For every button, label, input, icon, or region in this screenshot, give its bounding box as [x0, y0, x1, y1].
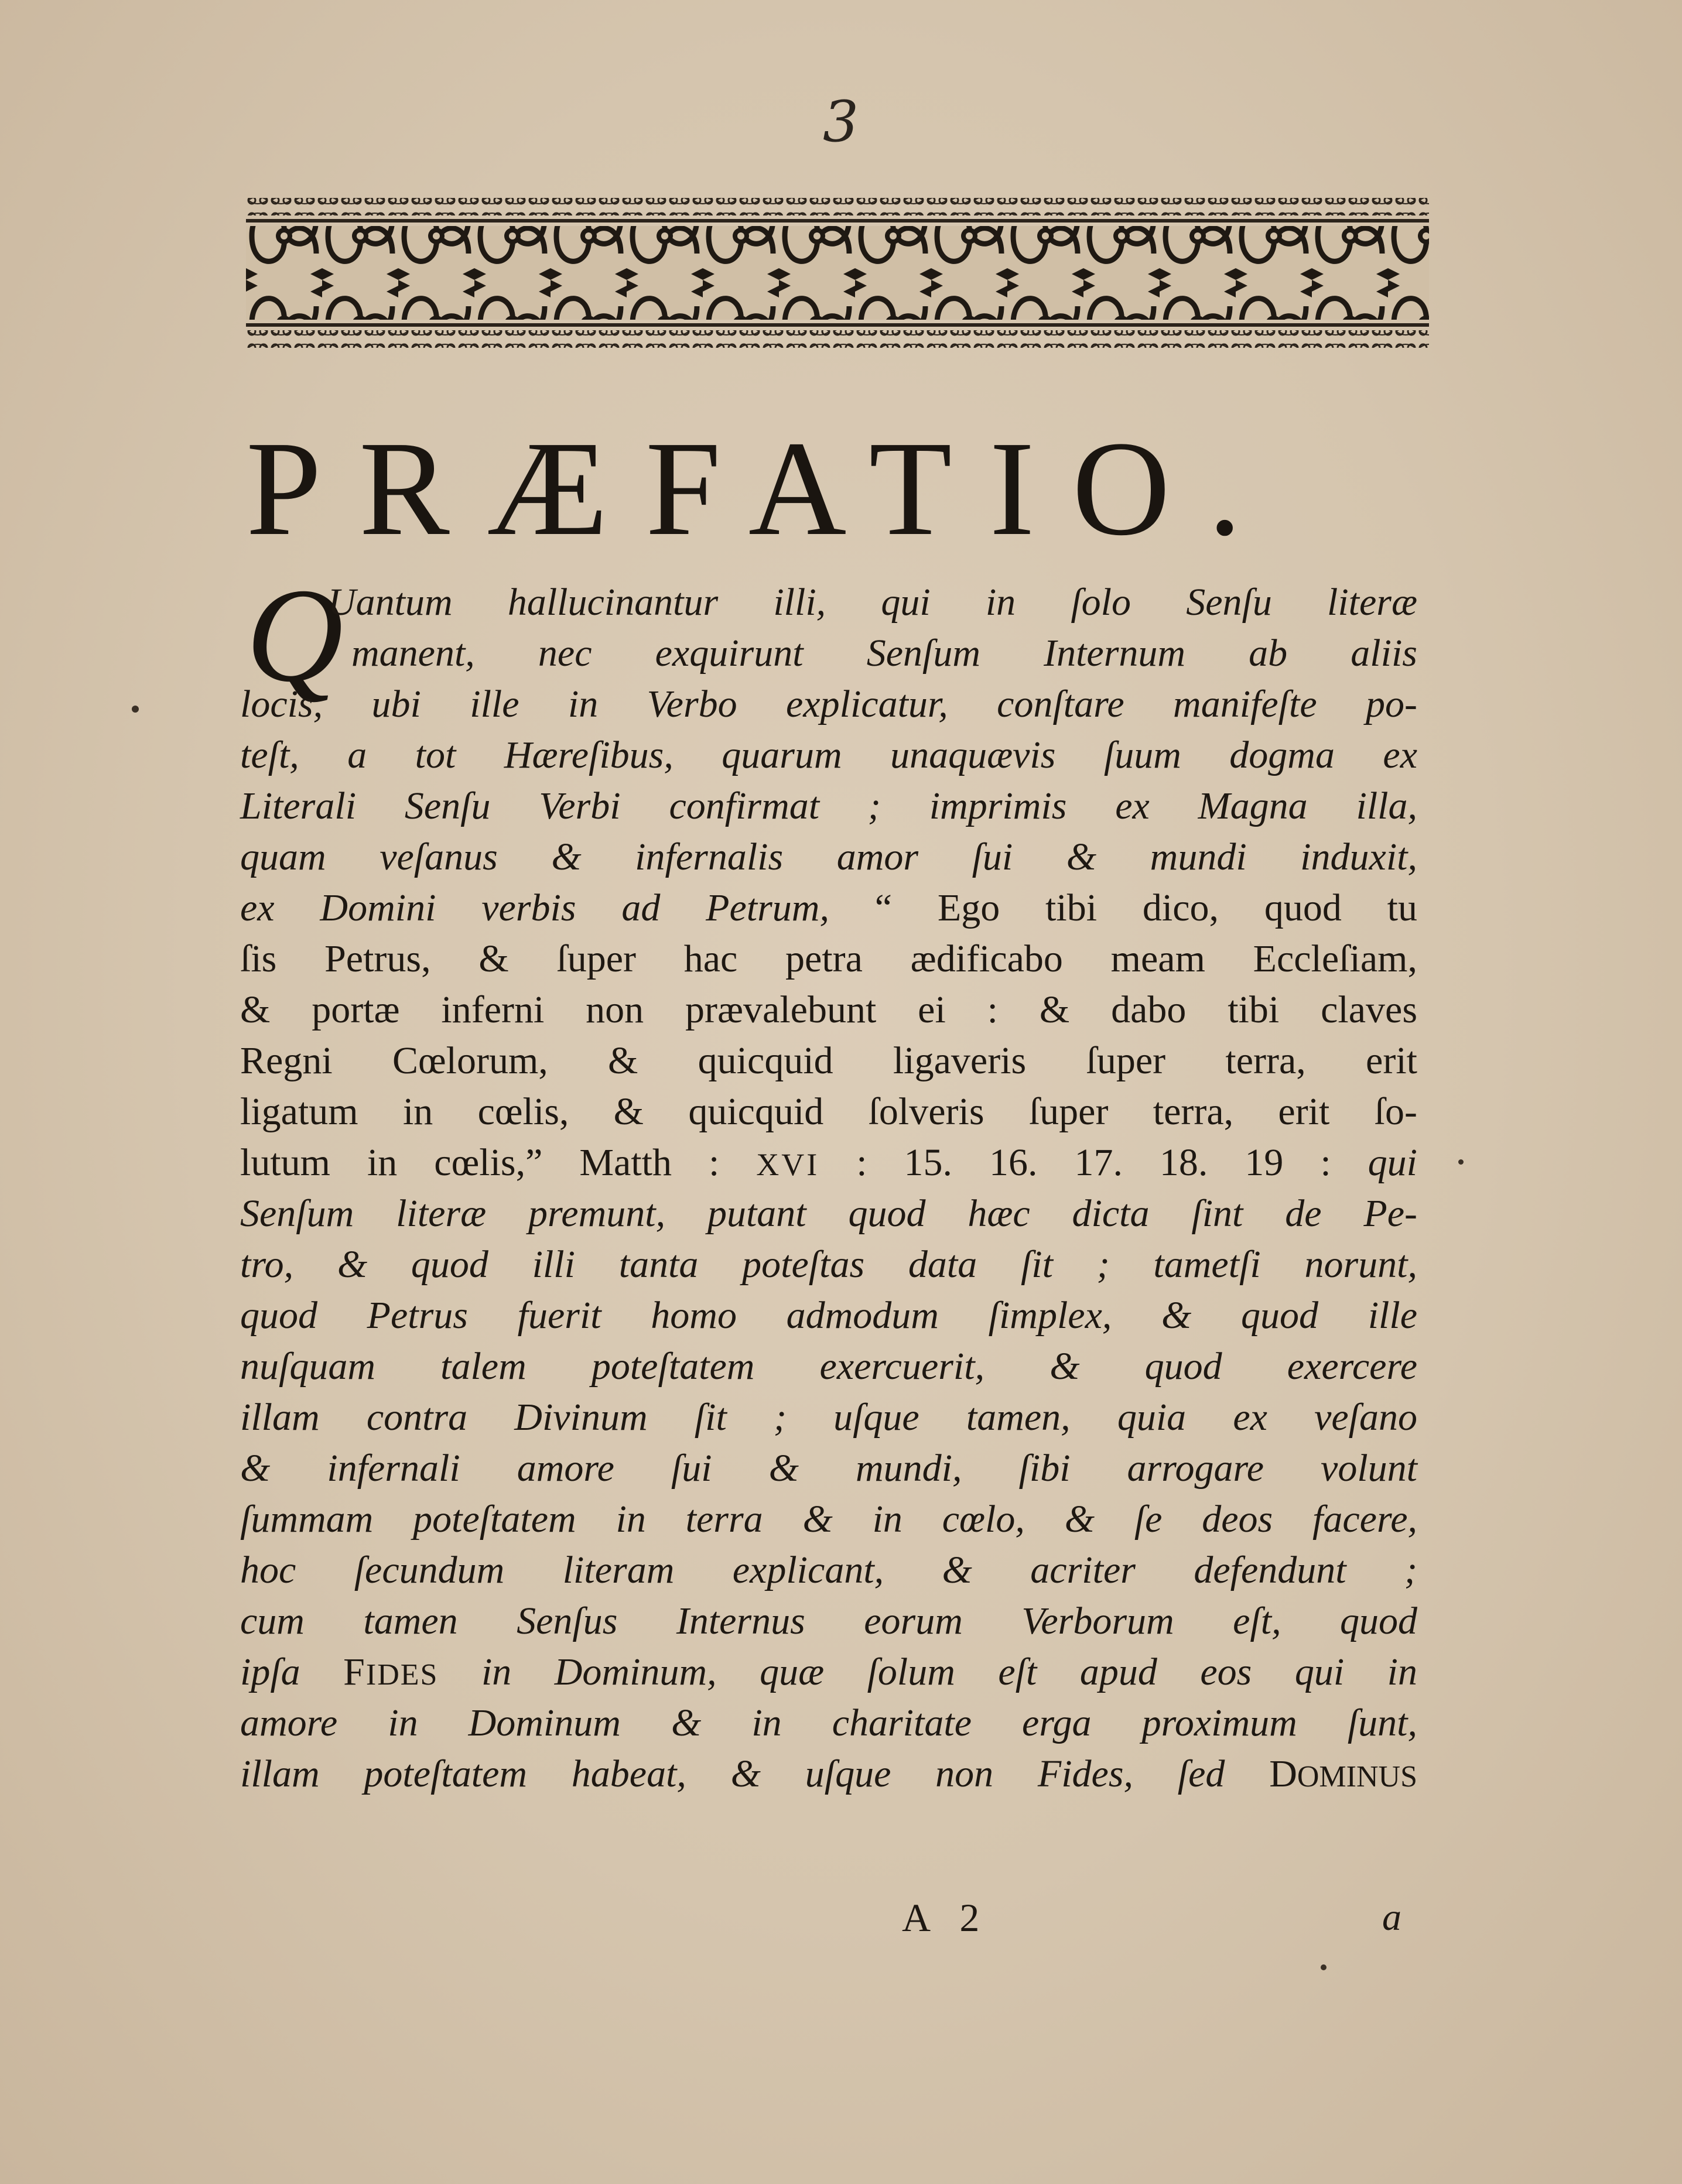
text-line: lutum in cœlis,” Matth : XVI : 15. 16. 17. 18. 19 : qui — [240, 1141, 1417, 1184]
signature-mark: A 2 — [902, 1895, 990, 1940]
text-line: Regni Cœlorum, & quicquid ligaveris ſuper terra, erit — [240, 1039, 1417, 1082]
text-line: nuſquam talem poteſtatem exercuerit, & quod exercere — [240, 1345, 1417, 1388]
text-line: quam veſanus & infernalis amor ſui & mundi induxit, — [240, 836, 1417, 878]
text-line: Uantum hallucinantur illi, qui in ſolo Senſu literæ — [328, 581, 1417, 624]
headpiece-ornament-graphic — [246, 192, 1429, 356]
preface-text — [240, 560, 1417, 1799]
text-line: Literali Senſu Verbi confirmat ; imprimis ex Magna illa, — [240, 785, 1417, 827]
text-line: teſt, a tot Hæreſibus, quarum unaquævis ſuum dogma ex — [240, 734, 1417, 776]
text-line: illam contra Divinum ſit ; uſque tamen, quia ex veſano — [240, 1396, 1417, 1439]
text-line: & portæ inferni non prævalebunt ei : & dabo tibi claves — [240, 988, 1417, 1031]
paper-spot — [1458, 1159, 1464, 1165]
text-line: ex Domini verbis ad Petrum, “ Ego tibi dico, quod tu — [240, 886, 1417, 929]
text-line: manent, nec exquirunt Senſum Internum ab aliis — [351, 632, 1417, 675]
text-line: locis, ubi ille in Verbo explicatur, conſtare manifeſte po- — [240, 683, 1417, 725]
page-title: PRÆFATIO. — [246, 413, 1280, 564]
text-line: cum tamen Senſus Internus eorum Verborum eſt, quod — [240, 1600, 1417, 1642]
text-line: amore in Dominum & in charitate erga proximum ſunt, — [240, 1702, 1417, 1744]
text-line: tro, & quod illi tanta poteſtas data ſit ; tametſi norunt, — [240, 1243, 1417, 1286]
paper-spot — [132, 706, 139, 713]
text-line: & infernali amore ſui & mundi, ſibi arrogare volunt — [240, 1447, 1417, 1490]
catchword: a — [1382, 1896, 1401, 1939]
drop-capital: Q — [246, 560, 344, 710]
text-line: ſummam poteſtatem in terra & in cœlo, & ſe deos facere, — [240, 1498, 1417, 1541]
text-line: ipſa FIDES in Dominum, quæ ſolum eſt apud eos qui in — [240, 1651, 1417, 1693]
ornamental-headpiece — [246, 192, 1429, 356]
text-line: ligatum in cœlis, & quicquid ſolveris ſuper terra, erit ſo- — [240, 1090, 1417, 1133]
text-line: ſis Petrus, & ſuper hac petra ædificabo meam Eccleſiam, — [240, 937, 1417, 980]
text-line: illam poteſtatem habeat, & uſque non Fides, ſed DOMINUS — [240, 1752, 1417, 1795]
text-line: hoc ſecundum literam explicant, & acriter defendunt ; — [240, 1549, 1417, 1591]
handwritten-folio-number: 3 — [823, 89, 859, 155]
paper-spot — [1321, 1964, 1327, 1970]
text-line: Senſum literæ premunt, putant quod hæc dicta ſint de Pe- — [240, 1192, 1417, 1235]
text-line: quod Petrus fuerit homo admodum ſimplex, & quod ille — [240, 1294, 1417, 1337]
